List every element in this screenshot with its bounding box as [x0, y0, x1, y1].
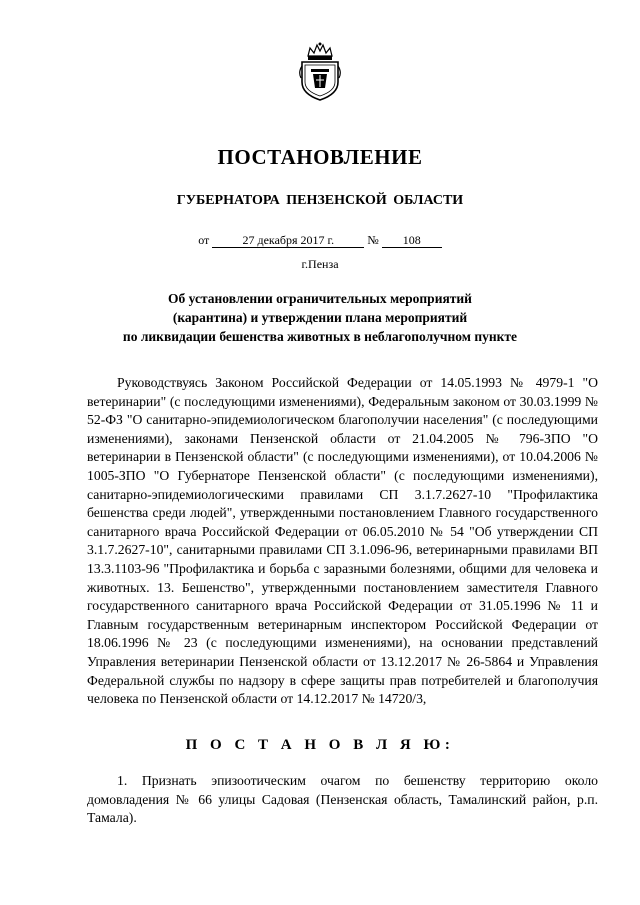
coat-of-arms-icon — [298, 42, 342, 102]
date-number-line — [0, 233, 640, 248]
document-title-line: по ликвидации бешенства животных в неблагополучном пункте — [122, 329, 518, 344]
date-prefix: от — [198, 233, 210, 247]
number-prefix: № — [367, 233, 379, 247]
document-title — [0, 289, 640, 346]
decree-heading: П О С Т А Н О В Л Я Ю: — [185, 737, 455, 753]
document-number: 108 — [382, 233, 442, 248]
document-title-line: (карантина) и утверждении плана мероприятий — [172, 310, 468, 325]
preamble-paragraph: Руководствуясь Законом Российской Федерации от 14.05.1993 № 4979-1 "О ветеринарии" (с последующими изменениями), Федеральным законом от 30.03.1999 № 52-ФЗ "О санитарно-эпидемиологическом благополучии населения" (с последующими изменениями), законами Пензенской области от 21.04.2005 № 796-ЗПО "О ветеринарии в Пензенской области" (с последующими изменениями), от 10.04.2006 № 1005-ЗПО "О Губернаторе Пензенской области" (с последующими изменениями), санитарно-эпидемиологическими правилами СП 3.1.7.2627-10 "Профилактика бешенства среди людей", утвержденными постановлением Главного государственного санитарного врача Российской Федерации от 06.05.2010 № 54 "Об утверждении СП 3.1.7.2627-10", санитарными правилами СП 3.1.096-96, ветеринарными правилами ВП 13.3.1103-96 "Профилактика и борьба с заразными болезнями, общими для человека и животных. 13. Бешенство", утвержденными постановлением заместителя Главного государственного санитарного врача Российской Федерации от 31.05.1996 № 11 и Главным государственным ветеринарным инспектором Российской Федерации от 18.06.1996 № 23 (с последующими изменениями), на основании представлений Управления ветеринарии Пензенской области от 13.12.2017 № 26-5864 и Управления Федеральной службы по надзору в сфере защиты прав потребителей и благополучия человека по Пензенской области от 14.12.2017 № 14720/3, — [87, 375, 598, 707]
page-title: ПОСТАНОВЛЕНИЕ — [217, 145, 423, 169]
document-date: 27 декабря 2017 г. — [212, 233, 364, 248]
page-subtitle: ГУБЕРНАТОРА ПЕНЗЕНСКОЙ ОБЛАСТИ — [176, 193, 464, 208]
document-city: г.Пенза — [301, 257, 339, 271]
document-title-line: Об установлении ограничительных мероприятий — [168, 291, 472, 306]
decree-item-1: 1. Признать эпизоотическим очагом по бешенству территорию около домовладения № 66 улицы Садовая (Пензенская область, Тамалинский район, р.п. Тамала). — [87, 773, 598, 826]
